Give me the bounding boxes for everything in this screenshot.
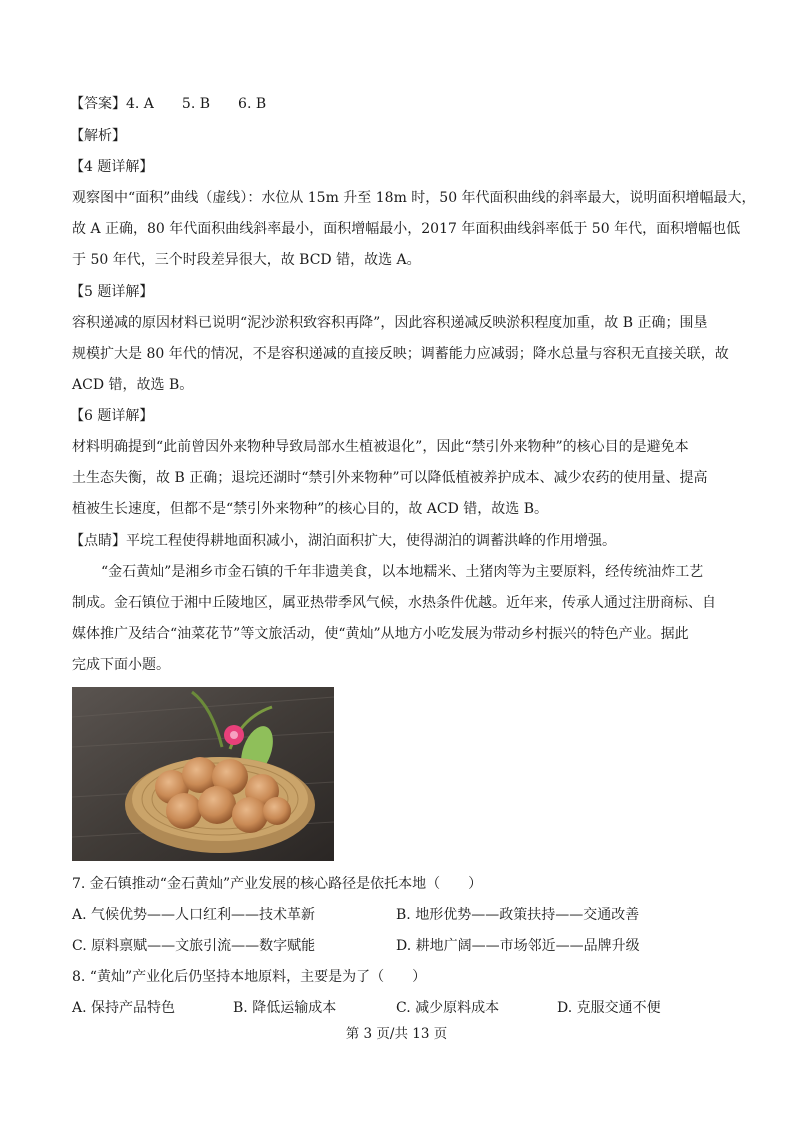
q5-line: 容积递减的原因材料已说明“泥沙淤积致容积再降”，因此容积递减反映淤积程度加重，故 B 正确；围垦 [72, 315, 708, 331]
q7-option-c[interactable]: C. 原料禀赋——文旅引流——数字赋能 [72, 938, 316, 954]
page-number: 第 3 页/共 13 页 [345, 1026, 448, 1042]
answer-item: 4. A [126, 96, 154, 112]
analysis-label: 【解析】 [70, 128, 126, 144]
q8-option-a[interactable]: A. 保持产品特色 [72, 1000, 176, 1016]
food-photo [72, 687, 334, 861]
q7-stem: 7. 金石镇推动“金石黄灿”产业发展的核心路径是依托本地（ ） [72, 876, 483, 892]
answer-line [70, 94, 266, 114]
q6-line: 土生态失衡，故 B 正确；退垸还湖时“禁引外来物种”可以降低植被养护成本、减少农药的使用量、提高 [72, 470, 708, 486]
q5-line: 规模扩大是 80 年代的情况，不是容积递减的直接反映；调蓄能力应减弱；降水总量与容积无直接关联，故 [72, 346, 729, 362]
answer-item: 6. B [238, 96, 267, 112]
answer-item: 5. B [181, 96, 211, 112]
q5-line: ACD 错，故选 B。 [72, 377, 194, 393]
q4-line: 故 A 正确，80 年代面积曲线斜率最小，面积增幅最小，2017 年面积曲线斜率低于 50 年代，面积增幅也低 [72, 221, 741, 237]
food-basket-illustration [72, 687, 334, 861]
q4-line: 于 50 年代，三个时段差异很大，故 BCD 错，故选 A。 [72, 252, 421, 268]
q8-option-c[interactable]: C. 减少原料成本 [396, 1000, 500, 1016]
q7-option-d[interactable]: D. 耕地广阔——市场邻近——品牌升级 [396, 938, 640, 954]
q8-option-d[interactable]: D. 克服交通不便 [557, 1000, 661, 1016]
passage-line: 媒体推广及结合“油菜花节”等文旅活动，使“黄灿”从地方小吃发展为带动乡村振兴的特色产业。据此 [72, 626, 689, 642]
q7-option-a[interactable]: A. 气候优势——人口红利——技术革新 [72, 907, 316, 923]
q6-line: 植被生长速度，但都不是“禁引外来物种”的核心目的，故 ACD 错，故选 B。 [72, 501, 548, 517]
tip-line: 【点睛】平垸工程使得耕地面积减小，湖泊面积扩大，使得湖泊的调蓄洪峰的作用增强。 [70, 533, 616, 549]
q6-heading: 【6 题详解】 [70, 408, 154, 424]
passage-line: 制成。金石镇位于湘中丘陵地区，属亚热带季风气候，水热条件优越。近年来，传承人通过注册商标、自 [72, 595, 716, 611]
q7-option-b[interactable]: B. 地形优势——政策扶持——交通改善 [396, 907, 640, 923]
passage-line: “金石黄灿”是湘乡市金石镇的千年非遗美食，以本地糯米、土猪肉等为主要原料，经传统油炸工艺 [101, 564, 704, 580]
q4-line: 观察图中“面积”曲线（虚线）：水位从 15m 升至 18m 时，50 年代面积曲线的斜率最大，说明面积增幅最大， [72, 190, 756, 206]
q6-line: 材料明确提到“此前曾因外来物种导致局部水生植被退化”，因此“禁引外来物种”的核心目的是避免本 [72, 439, 689, 455]
answer-label: 【答案】 [70, 96, 126, 112]
q8-option-b[interactable]: B. 降低运输成本 [233, 1000, 337, 1016]
q8-stem: 8. “黄灿”产业化后仍坚持本地原料，主要是为了（ ） [72, 969, 427, 985]
q4-heading: 【4 题详解】 [70, 159, 154, 175]
q5-heading: 【5 题详解】 [70, 284, 154, 300]
passage-line: 完成下面小题。 [72, 657, 170, 673]
